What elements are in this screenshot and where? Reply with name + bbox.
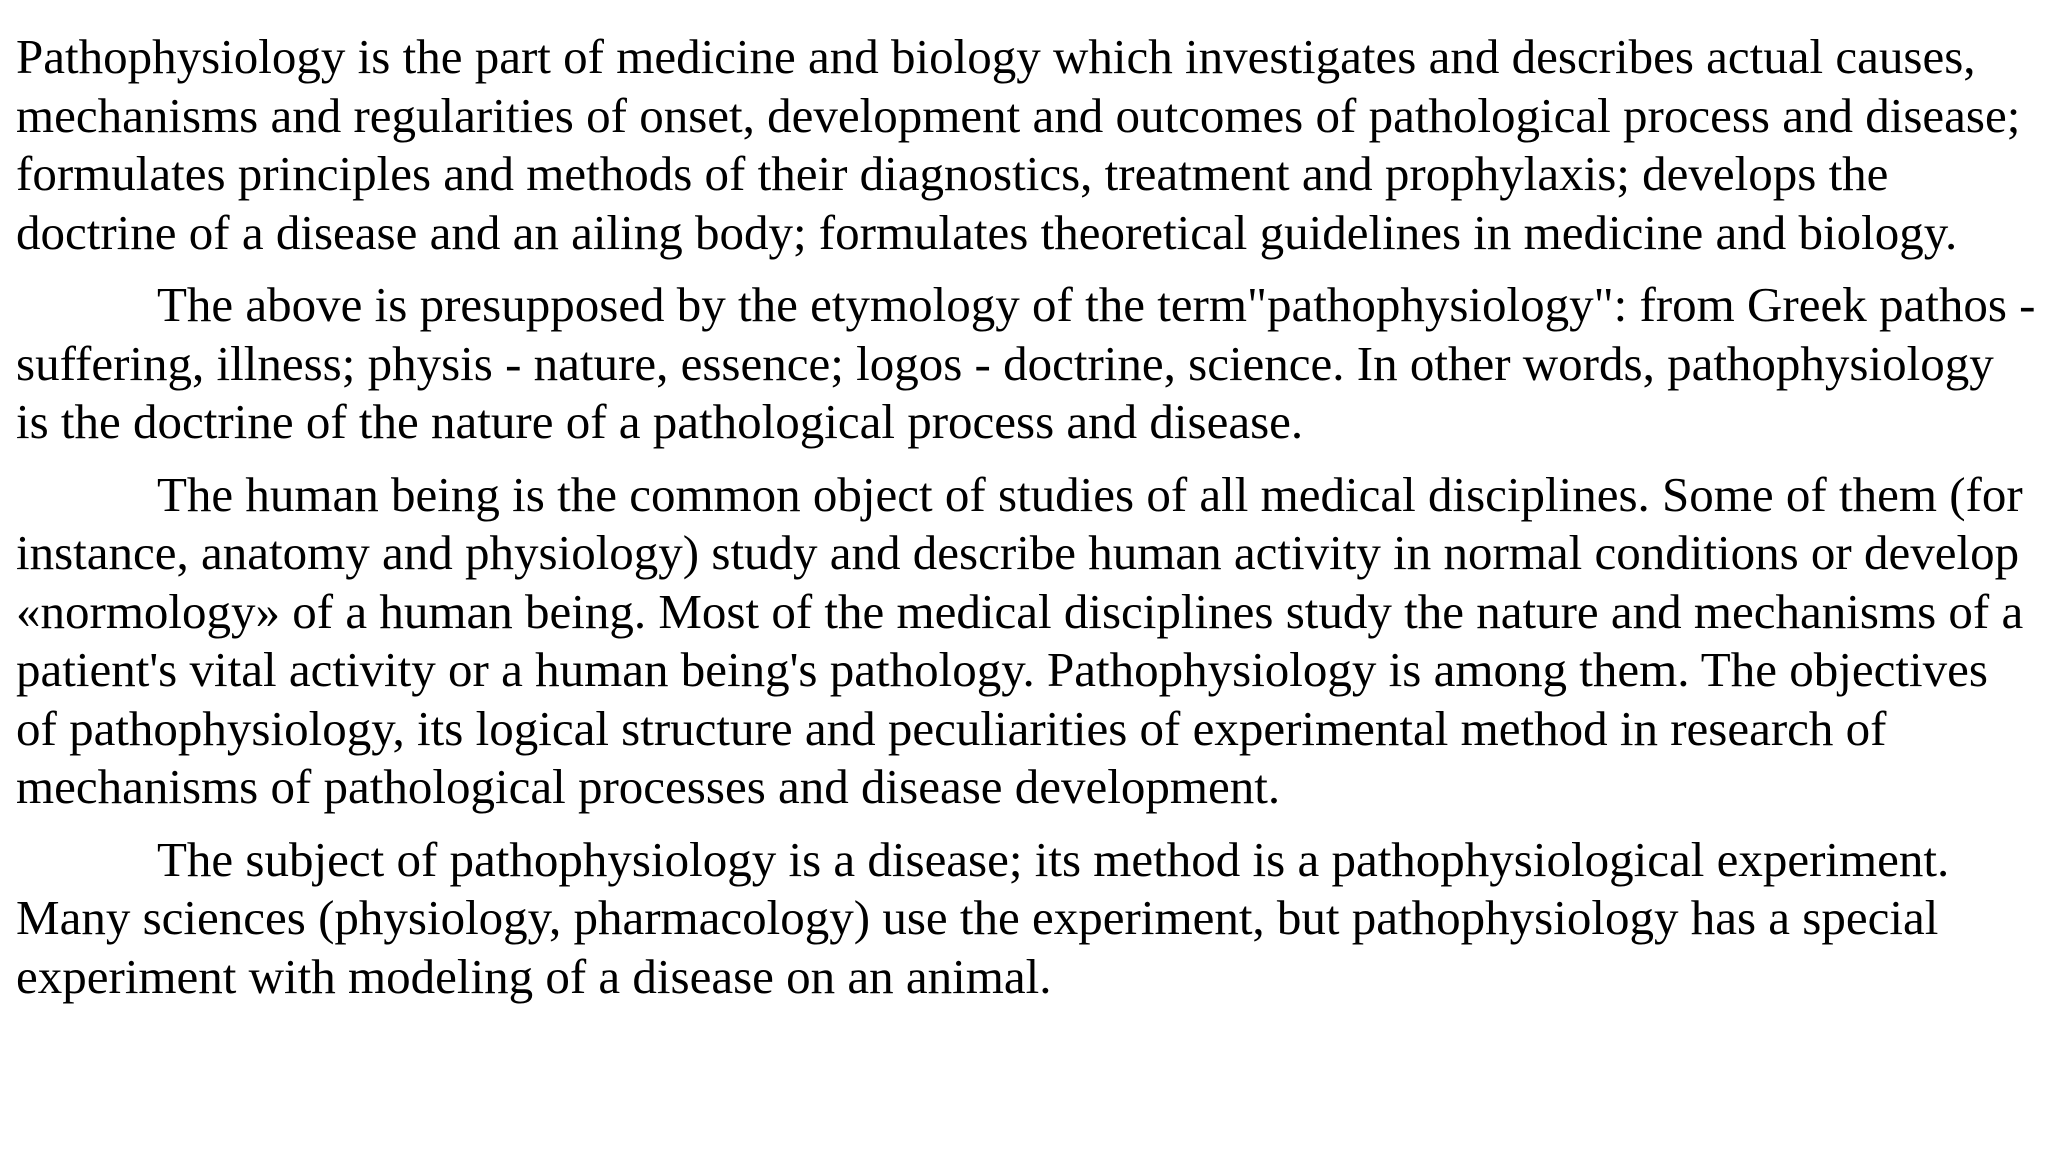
paragraph-etymology: The above is presupposed by the etymology of the term"pathophysiology": from Greek pathos - suffering, illness; physis - nature, essence; logos - doctrine, science. In other words, pathophysiology is the doctrine of the nature of a pathological process and disease. <box>16 277 2036 449</box>
paragraph-definition: Pathophysiology is the part of medicine and biology which investigates and describes actual causes, mechanisms and regularities of onset, development and outcomes of pathological process and disease; formulates principles and methods of their diagnostics, treatment and prophylaxis; develops the doctrine of a disease and an ailing body; formulates theoretical guidelines in medicine and biology. <box>16 29 2021 260</box>
document-page <box>16 28 2036 1006</box>
paragraph-medical-disciplines: The human being is the common object of studies of all medical disciplines. Some of them (for instance, anatomy and physiology) study and describe human activity in normal conditions or develop «normology» of a human being. Most of the medical disciplines study the nature and mechanisms of a patient's vital activity or a human being's pathology. Pathophysiology is among them. The objectives of pathophysiology, its logical structure and peculiarities of experimental method in research of mechanisms of pathological processes and disease development. <box>16 466 2024 814</box>
paragraph-subject-method: The subject of pathophysiology is a disease; its method is a pathophysiological experiment. Many sciences (physiology, pharmacology) use the experiment, but pathophysiology has a special experiment with modeling of a disease on an animal. <box>16 831 1950 1004</box>
